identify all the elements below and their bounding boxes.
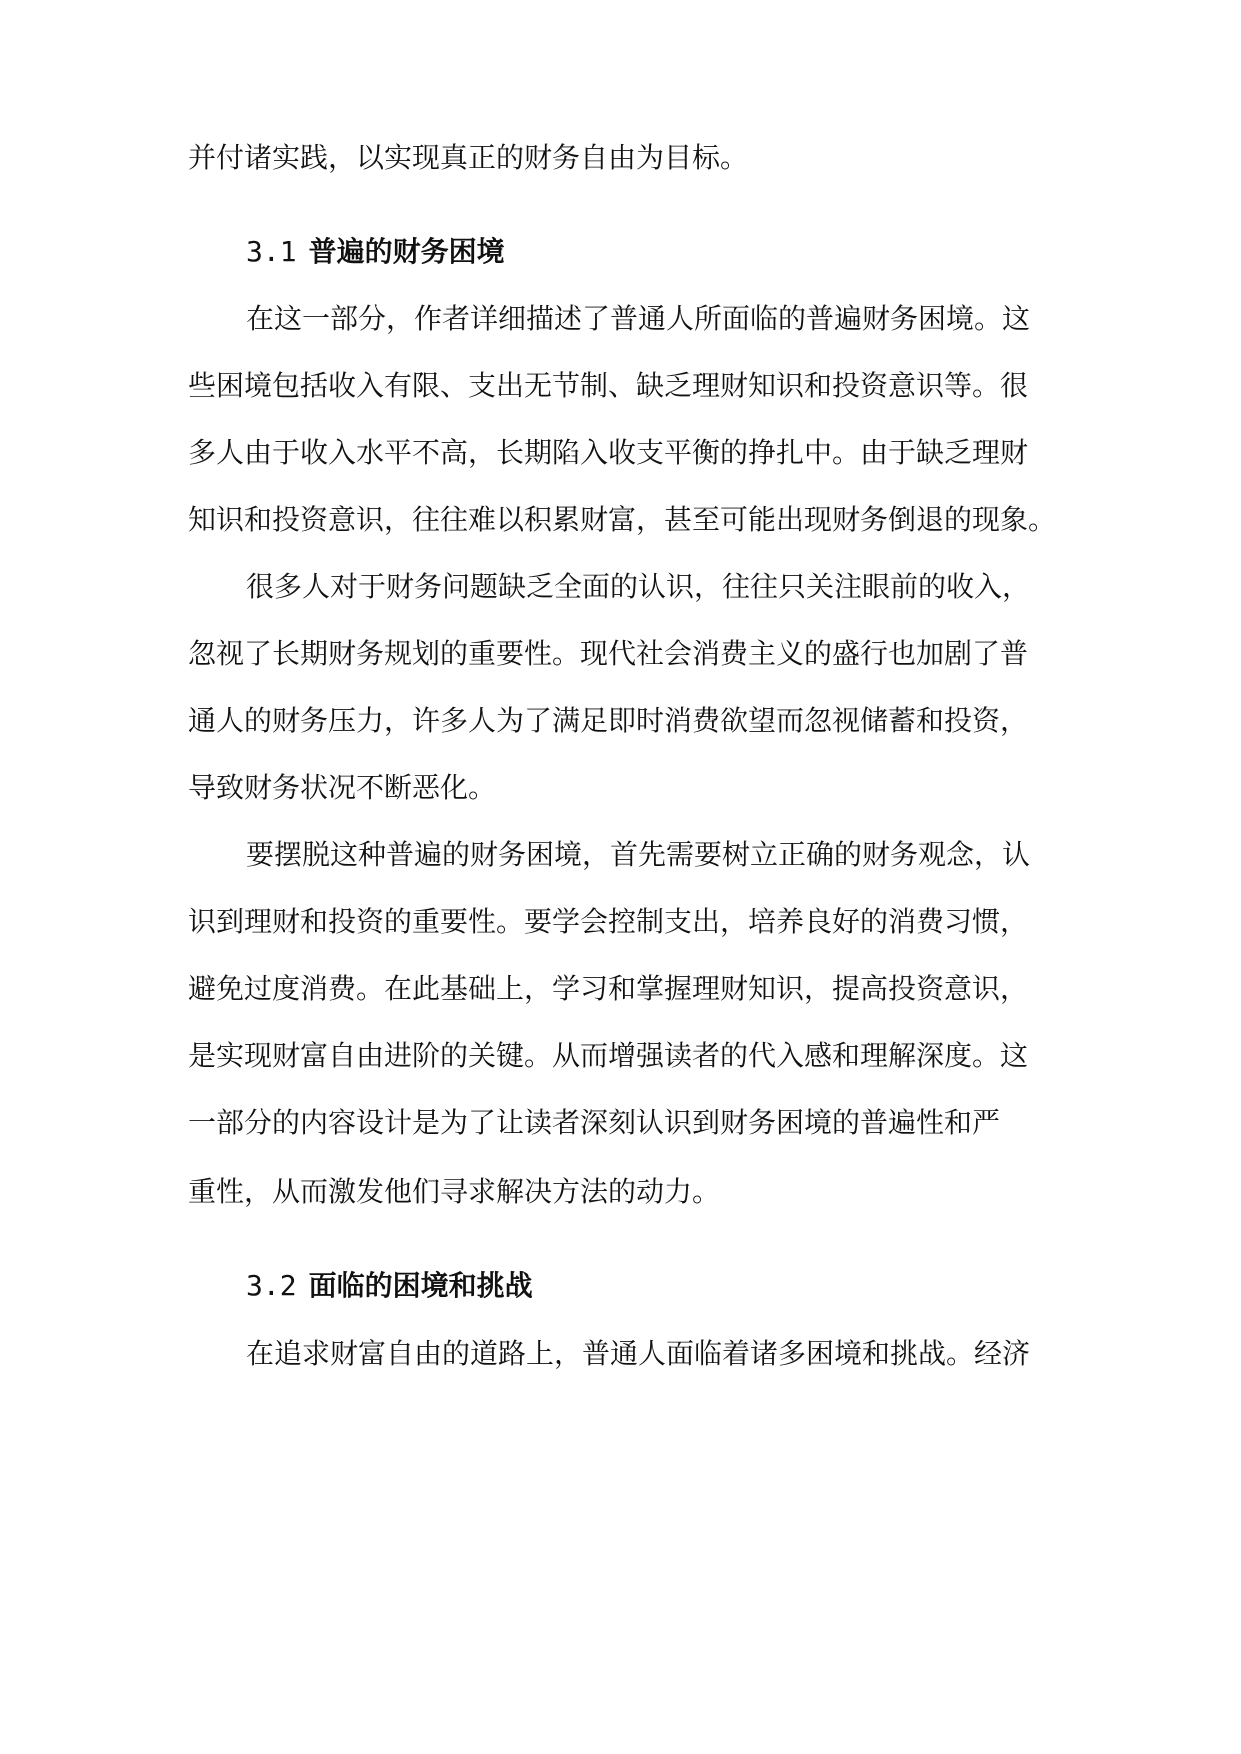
paragraph-line: 避免过度消费。在此基础上，学习和掌握理财知识，提高投资意识， [188,972,1029,1005]
section-title: 面临的困境和挑战 [308,1269,533,1302]
paragraph-line: 通人的财务压力，许多人为了满足即时消费欲望而忽视储蓄和投资， [188,704,1029,737]
paragraph-line: 在这一部分，作者详细描述了普通人所面临的普遍财务困境。这 [246,302,1031,335]
paragraph-line: 重性，从而激发他们寻求解决方法的动力。 [188,1175,721,1208]
paragraph-line: 知识和投资意识，往往难以积累财富，甚至可能出现财务倒退的现象。 [188,503,1057,536]
paragraph-line: 些困境包括收入有限、支出无节制、缺乏理财知识和投资意识等。很 [188,369,1029,402]
paragraph-line: 很多人对于财务问题缺乏全面的认识，往往只关注眼前的收入， [246,570,1031,603]
section-heading-3-1 [246,232,505,272]
paragraph-line: 要摆脱这种普遍的财务困境，首先需要树立正确的财务观念，认 [246,838,1031,871]
section-number: 3.2 [246,1269,297,1302]
paragraph-line: 导致财务状况不断恶化。 [188,771,497,804]
section-heading-3-2 [246,1266,533,1306]
paragraph-line: 识到理财和投资的重要性。要学会控制支出，培养良好的消费习惯， [188,905,1029,938]
paragraph-line: 是实现财富自由进阶的关键。从而增强读者的代入感和理解深度。这 [188,1039,1029,1072]
paragraph-line: 多人由于收入水平不高，长期陷入收支平衡的挣扎中。由于缺乏理财 [188,436,1029,469]
section-title: 普遍的财务困境 [308,235,505,268]
paragraph-line: 并付诸实践，以实现真正的财务自由为目标。 [188,141,749,174]
section-number: 3.1 [246,235,297,268]
paragraph-line: 在追求财富自由的道路上，普通人面临着诸多困境和挑战。经济 [246,1337,1031,1370]
paragraph-line: 忽视了长期财务规划的重要性。现代社会消费主义的盛行也加剧了普 [188,637,1029,670]
paragraph-line: 一部分的内容设计是为了让读者深刻认识到财务困境的普遍性和严 [188,1106,1001,1139]
